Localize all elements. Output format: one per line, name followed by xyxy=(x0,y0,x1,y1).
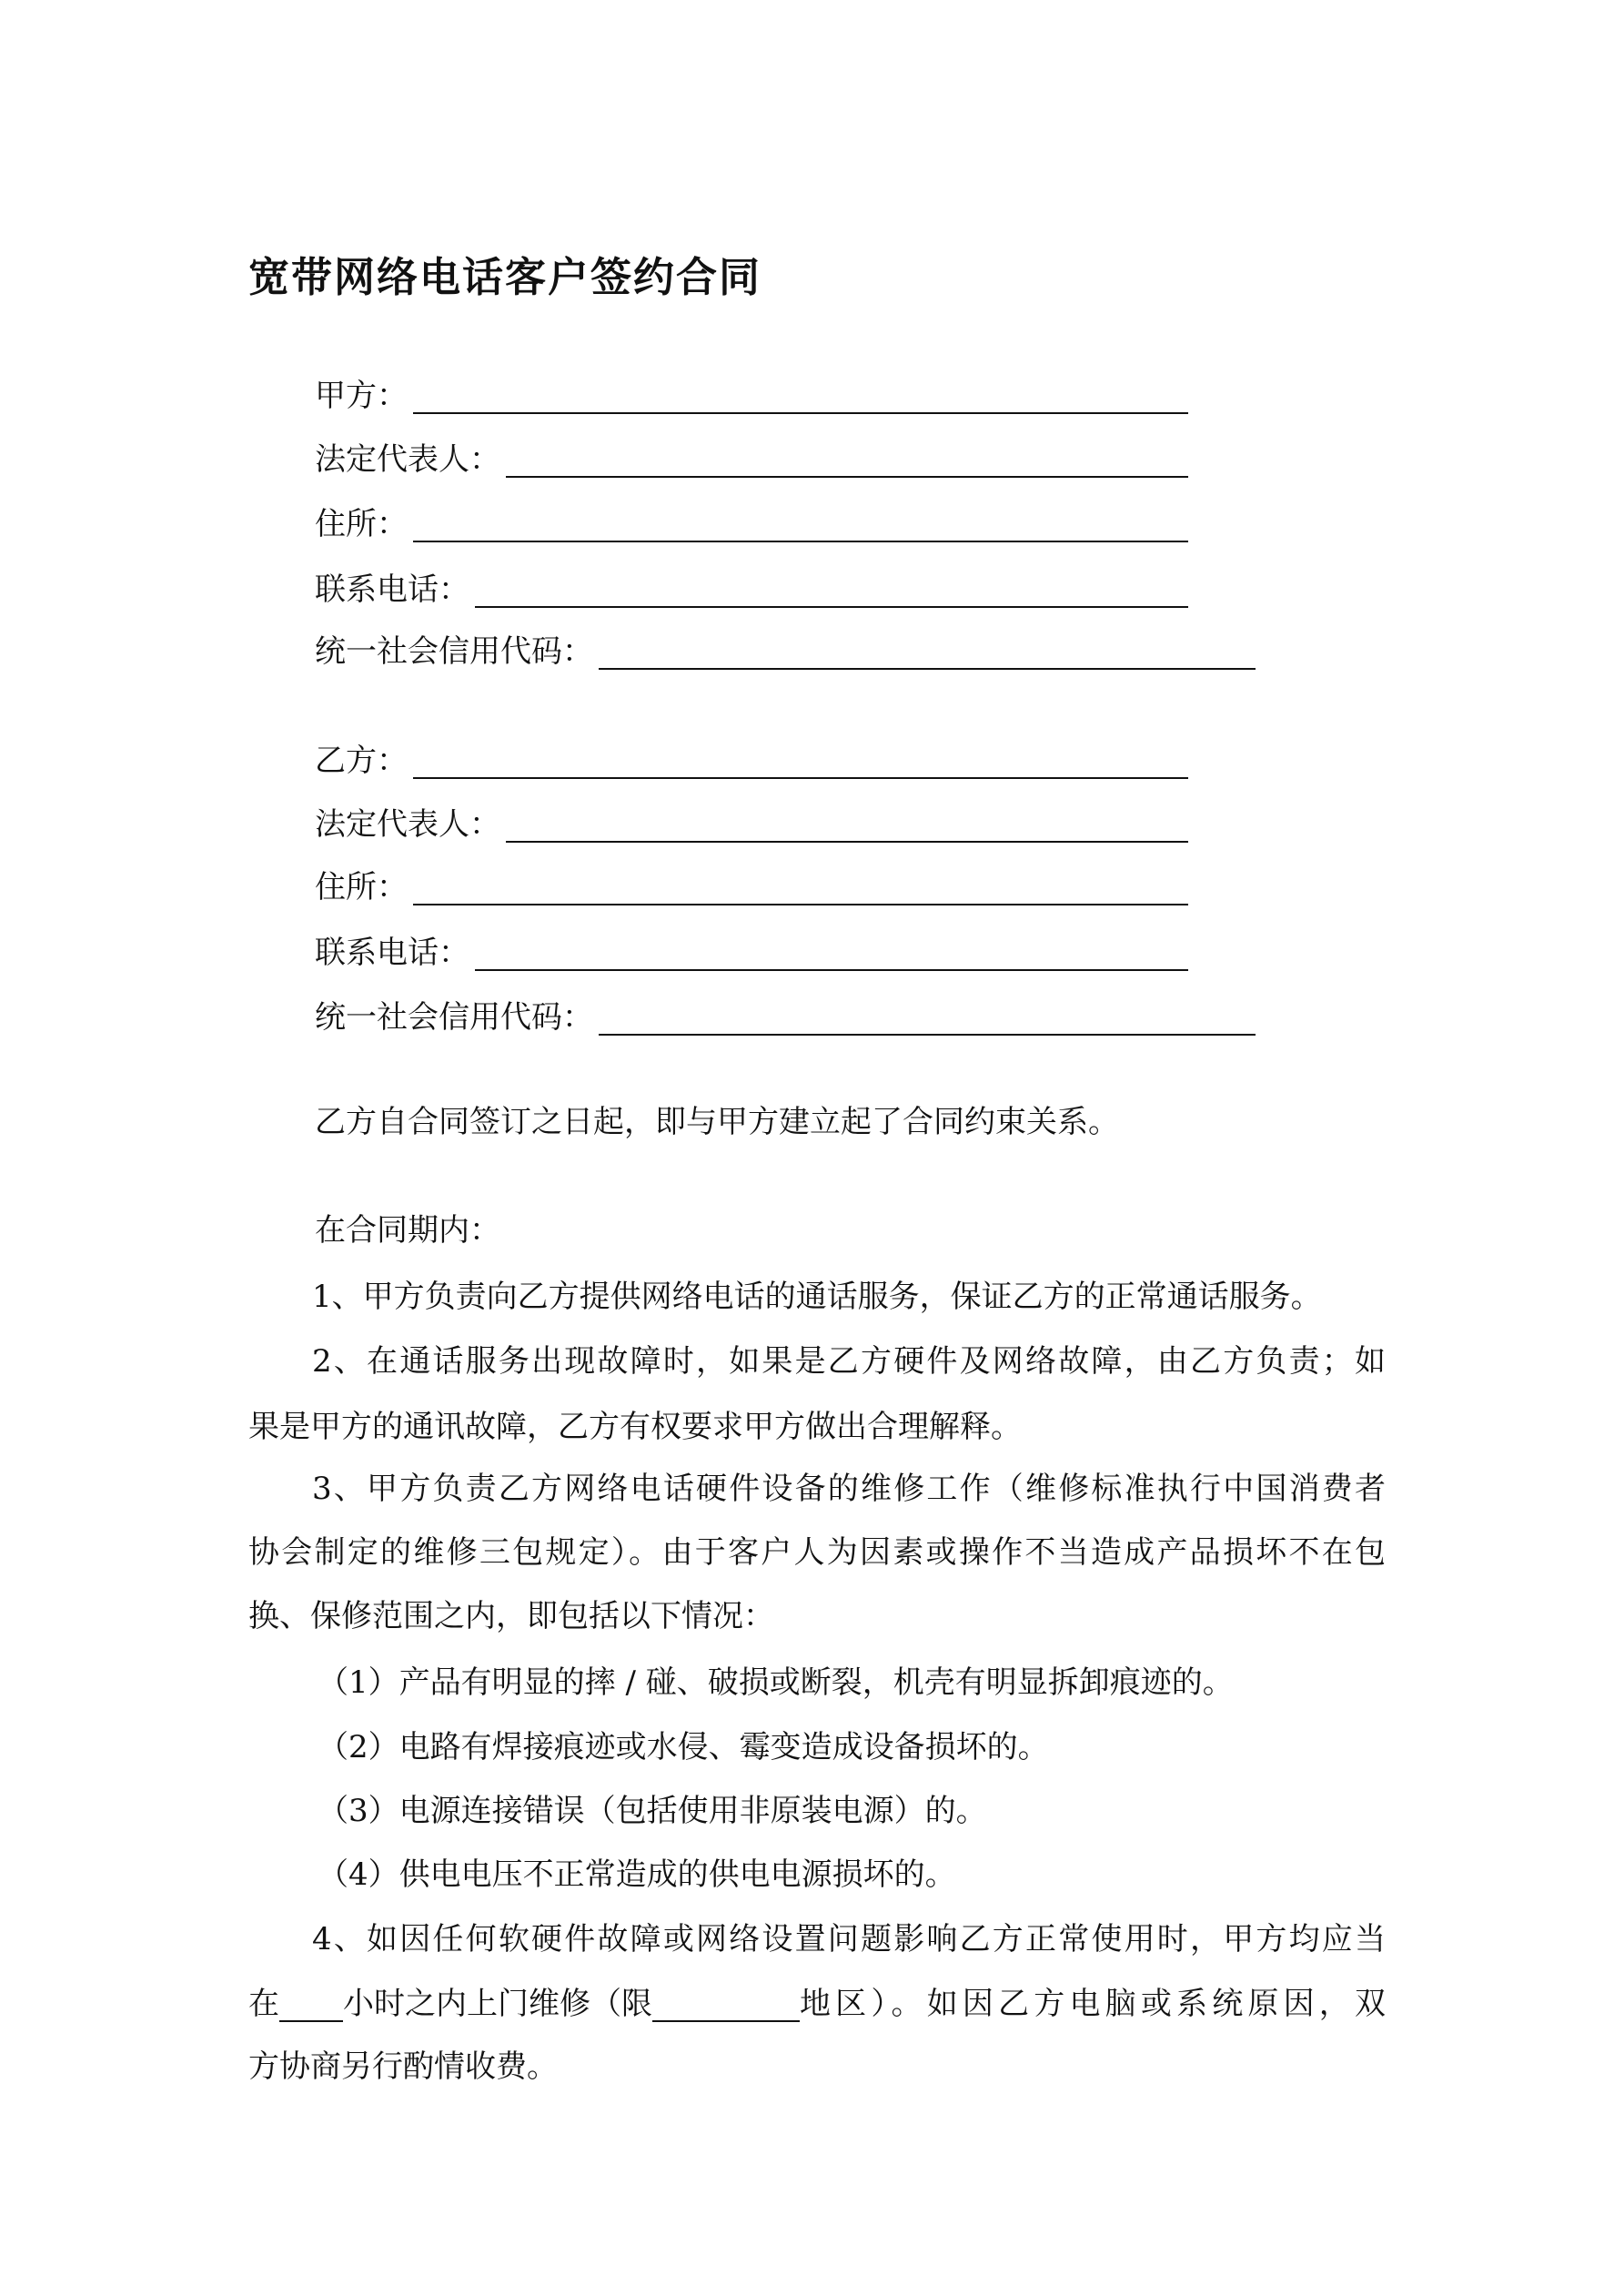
party-a-credit-code-label: 统一社会信用代码： xyxy=(315,633,593,670)
party-b-rep-field xyxy=(315,806,1188,843)
party-b-name-field xyxy=(315,743,1188,779)
party-b-phone-blank[interactable] xyxy=(475,936,1188,971)
party-a-name-field xyxy=(315,378,1188,414)
party-b-rep-blank[interactable] xyxy=(506,808,1188,843)
party-a-name-label: 甲方： xyxy=(315,378,408,414)
clause-4-line: 方协商另行酌情收费。 xyxy=(248,2048,558,2085)
intro-paragraph: 乙方自合同签订之日起，即与甲方建立起了合同约束关系。 xyxy=(315,1104,1119,1140)
party-a-rep-label: 法定代表人： xyxy=(315,441,500,478)
party-a-credit-code-blank[interactable] xyxy=(599,635,1256,670)
clause-4-line xyxy=(248,1986,1386,2022)
clause-2-line: 2、在通话服务出现故障时，如果是乙方硬件及网络故障，由乙方负责；如 xyxy=(312,1343,1386,1380)
party-a-phone-blank[interactable] xyxy=(475,573,1188,608)
party-b-rep-label: 法定代表人： xyxy=(315,806,500,843)
region-blank[interactable] xyxy=(652,1991,800,2022)
party-a-phone-label: 联系电话： xyxy=(315,571,469,608)
party-b-address-label: 住所： xyxy=(315,869,408,905)
exclusion-item: （4）供电电压不正常造成的供电电源损坏的。 xyxy=(318,1856,956,1893)
clause-4-text: 小时之内上门维修（限 xyxy=(343,1986,652,2022)
party-a-address-field xyxy=(315,506,1188,542)
party-b-phone-label: 联系电话： xyxy=(315,935,469,971)
party-b-phone-field xyxy=(315,935,1188,971)
party-a-name-blank[interactable] xyxy=(413,379,1188,414)
party-a-address-blank[interactable] xyxy=(413,508,1188,542)
party-a-address-label: 住所： xyxy=(315,506,408,542)
hours-blank[interactable] xyxy=(279,1991,343,2022)
clause-4-text: 在 xyxy=(248,1986,279,2022)
exclusion-item: （1）产品有明显的摔 / 碰、破损或断裂，机壳有明显拆卸痕迹的。 xyxy=(318,1664,1234,1701)
period-heading: 在合同期内： xyxy=(315,1212,500,1249)
clause-3-line: 3、甲方负责乙方网络电话硬件设备的维修工作（维修标准执行中国消费者 xyxy=(312,1471,1386,1507)
party-b-name-blank[interactable] xyxy=(413,744,1188,779)
party-a-rep-field xyxy=(315,441,1188,478)
party-a-rep-blank[interactable] xyxy=(506,443,1188,478)
clause-4-text: 地区）。如因乙方电脑或系统原因，双 xyxy=(800,1986,1386,2022)
party-b-name-label: 乙方： xyxy=(315,743,408,779)
party-b-credit-code-field xyxy=(315,999,1256,1036)
party-a-credit-code-field xyxy=(315,633,1256,670)
party-a-phone-field xyxy=(315,571,1188,608)
clause-3-line: 换、保修范围之内，即包括以下情况： xyxy=(248,1598,774,1634)
party-b-address-blank[interactable] xyxy=(413,871,1188,905)
clause-4-line: 4、如因任何软硬件故障或网络设置问题影响乙方正常使用时，甲方均应当 xyxy=(312,1921,1386,1957)
clause-2-line: 果是甲方的通讯故障，乙方有权要求甲方做出合理解释。 xyxy=(248,1409,1022,1445)
party-b-credit-code-blank[interactable] xyxy=(599,1001,1256,1036)
clause-3-line: 协会制定的维修三包规定）。由于客户人为因素或操作不当造成产品损坏不在包 xyxy=(248,1534,1386,1571)
party-b-address-field xyxy=(315,869,1188,905)
party-b-credit-code-label: 统一社会信用代码： xyxy=(315,999,593,1036)
exclusion-item: （3）电源连接错误（包括使用非原装电源）的。 xyxy=(318,1793,987,1829)
page-title: 宽带网络电话客户签约合同 xyxy=(248,253,762,301)
clause-1: 1、甲方负责向乙方提供网络电话的通话服务，保证乙方的正常通话服务。 xyxy=(312,1279,1322,1315)
exclusion-item: （2）电路有焊接痕迹或水侵、霉变造成设备损坏的。 xyxy=(318,1729,1049,1765)
